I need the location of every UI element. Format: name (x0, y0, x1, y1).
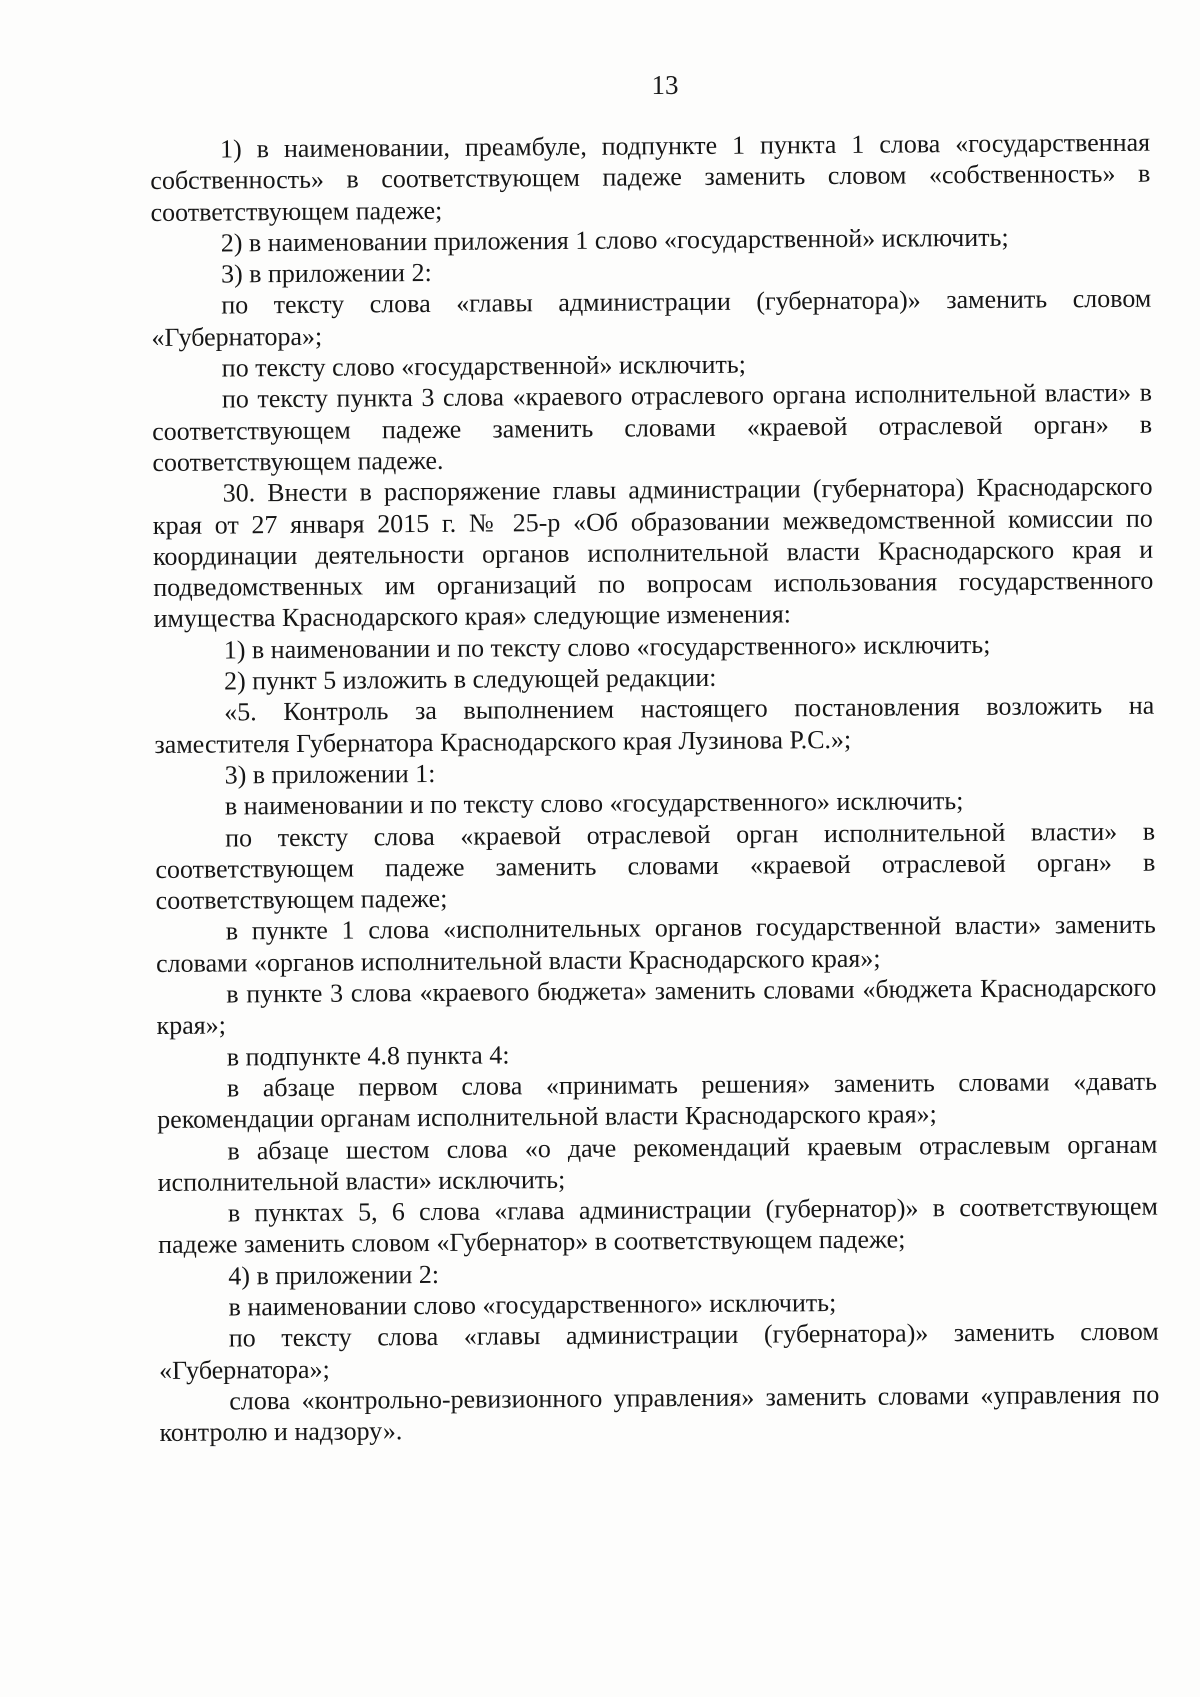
paragraph: 2) в наименовании приложения 1 слово «государственной» исключить; (220, 222, 1009, 258)
paragraph: 4) в приложении 2: (228, 1259, 440, 1291)
paragraph: 30. Внести в распоряжение главы администрации (губернатора) Краснодарского края от 27 января 2015 г. № 25-р «Об образовании межведомственной комиссии по координации деятельности органов исполнительной власти Краснодарского края и подведомственных им организаций по вопросам использования государственного имущества Краснодарского края» следующие изменения: (152, 471, 1154, 634)
paragraph: 1) в наименовании, преамбуле, подпункте 1 пункта 1 слова «государственная собственность» в соответствующем падеже заменить словом «собственность» в соответствующем падеже; (150, 127, 1151, 227)
paragraph: в пункте 3 слова «краевого бюджета» заменить словами «бюджета Краснодарского края»; (156, 972, 1157, 1041)
paragraph: в абзаце шестом слова «о даче рекомендаций краевым отраслевым органам исполнительной власти» исключить; (157, 1129, 1158, 1197)
paragraph: в абзаце первом слова «принимать решения» заменить словами «давать рекомендации органам исполнительной власти Краснодарского края»; (157, 1066, 1158, 1135)
paragraph: по тексту слова «главы администрации (губернатора)» заменить словом «Губернатора»; (151, 284, 1152, 352)
paragraph: в наименовании и по тексту слово «государственного» исключить; (224, 786, 964, 821)
paragraph: в подпункте 4.8 пункта 4: (226, 1039, 510, 1072)
paragraph: по тексту слово «государственной» исключить; (221, 349, 747, 383)
paragraph: по тексту слова «краевой отраслевой орган исполнительной власти» в соответствующем падеже заменить словами «краевой отраслевой орган» в соответствующем падеже; (155, 816, 1156, 916)
paragraph: в пунктах 5, 6 слова «глава администрации (губернатор)» в соответствующем падеже заменить словом «Губернатор» в соответствующем падеже; (158, 1191, 1158, 1260)
paragraph: 3) в приложении 1: (224, 758, 436, 790)
paragraph: 3) в приложении 2: (220, 258, 432, 289)
paragraph: «5. Контроль за выполнением настоящего постановления возложить на заместителя Губернатора Краснодарского края Лузинова Р.С.»; (154, 690, 1155, 759)
paragraph: по тексту пункта 3 слова «краевого отраслевого органа исполнительной власти» в соответствующем падеже заменить словами «краевой отраслевой орган» в соответствующем падеже. (152, 378, 1153, 477)
paragraph: в пункте 1 слова «исполнительных органов государственной власти» заменить словами «органов исполнительной власти Краснодарского края»; (155, 910, 1156, 978)
document-body (150, 127, 1160, 1449)
paragraph: по тексту слова «главы администрации (губернатора)» заменить словом «Губернатора»; (158, 1316, 1159, 1385)
paragraph: в наименовании слово «государственного» исключить; (228, 1287, 837, 1322)
paragraph: 1) в наименовании и по тексту слово «государственного» исключить; (223, 629, 991, 665)
paragraph: слова «контрольно-ревизионного управления» заменить словами «управления по контролю и надзору». (159, 1379, 1160, 1448)
paragraph: 2) пункт 5 изложить в следующей редакции: (223, 662, 717, 696)
page-number: 13 (651, 70, 679, 100)
